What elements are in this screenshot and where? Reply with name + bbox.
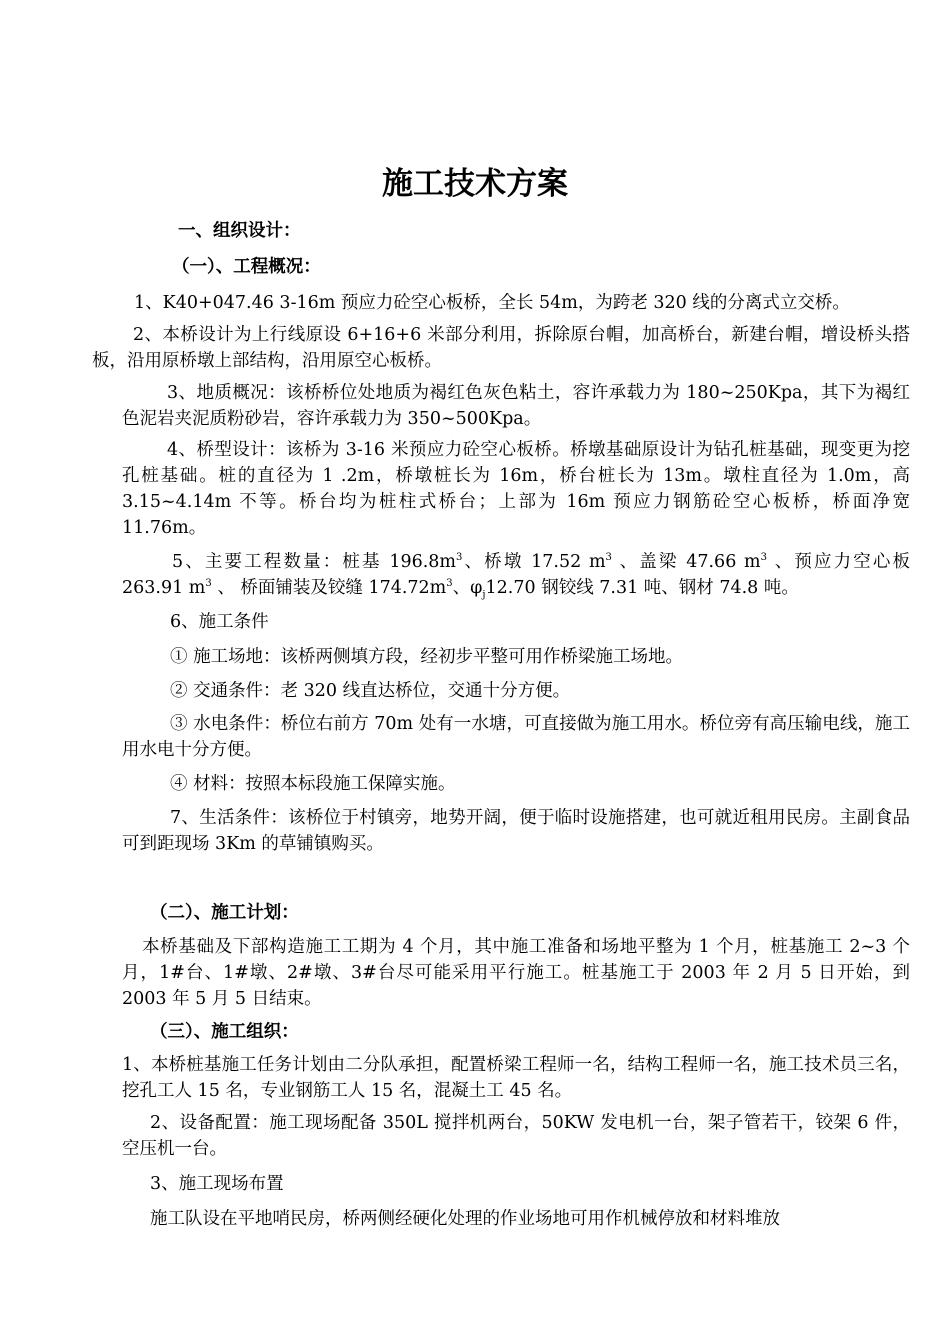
site-layout-paragraph: 施工队设在平地哨民房，桥两侧经硬化处理的作业场地可用作机械停放和材料堆放 (150, 1209, 780, 1229)
paragraph-4: 4、桥型设计：该桥为 3-16 米预应力砼空心板桥。桥墩基础原设计为钻孔桩基础，现变更为挖孔桩基础。桩的直径为 1 .2m，桥墩桩长为 16m，桥台桩长为 13m。墩柱直径为 1.0m，高 3.15~4.14m 不等。桥台均为桩柱式桥台；上部为 16m 预应力钢筋砼空心板桥，桥面净宽 11.76m。 (122, 440, 910, 538)
plan-paragraph: 本桥基础及下部构造施工工期为 4 个月，其中施工准备和场地平整为 1 个月，桩基施工 2~3 个月，1#台、1#墩、2#墩、3#台尽可能采用平行施工。桩基施工于 2003 年 2 月 5 日开始，到 2003 年 5 月 5 日结束。 (122, 937, 910, 1009)
paragraph-2: 2、本桥设计为上行线原设 6+16+6 米部分利用，拆除原台帽，加高桥台，新建台帽，增设桥头搭板，沿用原桥墩上部结构，沿用原空心板桥。 (92, 325, 910, 371)
p5-part-c: 、盖梁 47.66 m (611, 552, 761, 572)
paragraph-6-conditions: 6、施工条件 (170, 612, 269, 632)
organization-item-3: 3、施工现场布置 (150, 1174, 284, 1194)
condition-materials: ④ 材料：按照本标段施工保障实施。 (170, 774, 456, 794)
p5-part-a: 5、主要工程数量：桩基 196.8m (172, 552, 457, 572)
p5-part-b: 、桥墩 17.52 m (462, 552, 606, 572)
subsection-heading-organization: （三）、施工组织： (150, 1022, 299, 1042)
p5-part-d: 、预应力空心板 263.91 m (122, 552, 911, 598)
p5-part-e: 、 桥面铺装及铰缝 174.72m (211, 578, 447, 598)
p5-part-g: 12.70 钢铰线 7.31 吨、钢材 74.8 吨。 (485, 578, 799, 598)
p5-sub-j: j (482, 589, 486, 601)
section-heading-organization: 一、组织设计： (178, 221, 301, 241)
p5-sup-4: 3 (205, 578, 212, 590)
paragraph-3: 3、地质概况：该桥桥位处地质为褐红色灰色粘土，容许承载力为 180~250Kpa，其下为褐红色泥岩夹泥质粉砂岩，容许承载力为 350~500Kpa。 (122, 383, 910, 429)
organization-item-1: 1、本桥桩基施工任务计划由二分队承担，配置桥梁工程师一名，结构工程师一名，施工技术员三名，挖孔工人 15 名，专业钢筋工人 15 名，混凝土工 45 名。 (122, 1055, 910, 1101)
organization-item-2: 2、设备配置：施工现场配备 350L 搅拌机两台，50KW 发电机一台，架子管若干，铰架 6 件，空压机一台。 (122, 1113, 910, 1159)
p5-sup-2: 3 (605, 552, 612, 564)
condition-traffic: ② 交通条件：老 320 线直达桥位，交通十分方便。 (170, 681, 571, 701)
p5-sup-1: 3 (456, 552, 463, 564)
condition-utilities: ③ 水电条件：桥位右前方 70m 处有一水塘，可直接做为施工用水。桥位旁有高压输电线，施工用水电十分方便。 (122, 714, 910, 760)
condition-site: ① 施工场地：该桥两侧填方段，经初步平整可用作桥梁施工场地。 (170, 647, 684, 667)
subsection-heading-plan: （二）、施工计划： (150, 903, 299, 923)
p5-part-f: 、φ (452, 578, 483, 598)
p5-sup-3: 3 (760, 552, 767, 564)
paragraph-7-living: 7、生活条件：该桥位于村镇旁，地势开阔，便于临时设施搭建，也可就近租用民房。主副食品可到距现场 3Km 的草铺镇购买。 (122, 808, 910, 854)
paragraph-1: 1、K40+047.46 3-16m 预应力砼空心板桥，全长 54m，为跨老 320 线的分离式立交桥。 (134, 293, 850, 313)
document-title: 施工技术方案 (382, 166, 568, 202)
paragraph-5-quantities (122, 549, 910, 601)
subsection-heading-overview: （一）、工程概况： (172, 257, 321, 277)
p5-sup-5: 3 (446, 578, 453, 590)
